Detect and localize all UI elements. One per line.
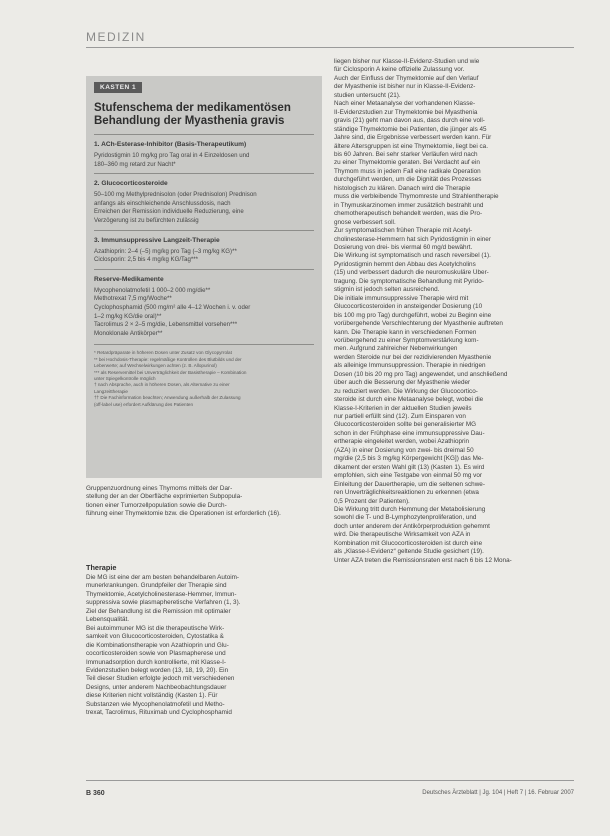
text-line: in Thymuskarzinomen immer zusätzlich bestrahlt und (334, 201, 484, 209)
text-line: (15) und verbessert dadurch die neuromuskuläre Über- (334, 269, 489, 277)
text-line: ständige Thymektomie bei Patienten, die jünger als 45 (334, 125, 487, 133)
left-column-therapy (86, 563, 322, 718)
text-line: studien untersucht (21). (334, 91, 401, 99)
text-line: tragung. Die symptomatische Behandlung mit Pyrido- (334, 277, 484, 285)
text-line: schon in der Frühphase eine immunsuppressive Dau- (334, 429, 485, 437)
box-section-line: Azathioprin: 2–4 (–5) mg/kg pro Tag (–3 mg/kg KG)** (94, 247, 237, 255)
box-section-line: Monoklonale Antikörper** (94, 329, 163, 337)
box-section-line: Mycophenolatmofetil 1 000–2 000 mg/die** (94, 286, 211, 294)
text-line: zu reduziert werden. Die Wirkung der Glucocortico- (334, 387, 478, 395)
box-section-line: Pyridostigmin 10 mg/kg pro Tag oral in 4 Einzeldosen und (94, 152, 250, 159)
text-line: (AZA) in einer Dosierung von zwei- bis dreimal 50 (334, 446, 474, 454)
text-line: empfohlen, sich eine Testgabe von einmal 50 mg vor (334, 472, 482, 480)
footer-rule (86, 780, 574, 781)
text-line: Kombination mit Glucocorticosteroiden ist durch eine (334, 539, 483, 547)
box-section-line: Methotrexat 7,5 mg/Woche** (94, 295, 172, 303)
box-section-line: Erreichen der Remission individuelle Reduzierung, eine (94, 208, 244, 216)
paragraph (334, 295, 578, 506)
text-line: Zur symptomatischen frühen Therapie mit Acetyl- (334, 227, 473, 235)
text-line: histologisch zu klären. Danach wird die Therapie (334, 184, 471, 192)
text-line: Auch der Einfluss der Thymektomie auf den Verlauf (334, 74, 479, 82)
text-line: Bei autoimmuner MG ist die therapeutische Wirk- (86, 624, 225, 632)
page-number: B 360 (86, 790, 105, 797)
text-line: vorübergehende Verschlechterung der Myasthenie auftreten (334, 320, 503, 328)
text-line: Glucocorticosteroiden sollte bei generalisierter MG (334, 421, 477, 429)
right-column (334, 58, 578, 565)
text-line: Klasse-I-Kriterien in der aktuellen Studien jeweils (334, 404, 472, 412)
text-line: Gruppenzuordnung eines Thymoms mittels der Dar- (86, 485, 233, 492)
text-line: stellung der an der Oberfläche exprimierten Subpopula- (86, 493, 243, 501)
text-line: vorübergehend zu einer Symptomverstärkung kom- (334, 336, 479, 344)
box-section-heading: 1. ACh-Esterase-Inhibitor (Basis-Therapeutikum) (94, 141, 247, 148)
text-line: stigmin ist jedoch selten ausreichend. (334, 286, 440, 294)
text-line: chemotherapeutisch behandelt werden, was die Pro- (334, 210, 483, 218)
text-line: doch unter anderem der Antikörperproduktion gehemmt (334, 522, 490, 530)
paragraph (334, 58, 578, 100)
box-footnote: † nach Absprache, auch in höheren Dosen, als Alternative zu einer (94, 382, 230, 388)
header-rule (86, 47, 574, 48)
info-box-treatment-scheme (86, 76, 322, 478)
text-line: Die Wirkung tritt durch Hemmung der Metabolisierung (334, 506, 486, 514)
box-section-line: Cyclophosphamid (500 mg/m² alle 4–12 Wochen i. v. oder (94, 303, 251, 311)
text-line: Lebensqualität. (86, 616, 130, 624)
text-line: Substanzen wie Mycophenolatmofetil und Metho- (86, 700, 225, 708)
text-line: als „Klasse-I-Evidenz“ geltende Studie gesichert (19). (334, 548, 484, 556)
box-section-line: 50–100 mg Methylprednisolon (oder Prednisolon) Prednison (94, 191, 257, 199)
text-line: Thymektomie, Acetylcholinesterase-Hemmer, Immun- (86, 590, 237, 598)
text-line: gravis (21) geht man davon aus, dass durch eine voll- (334, 117, 485, 125)
box-footnote: †† Die Fachinformation beachten; Anwendung außerhalb der Zulassung (94, 395, 241, 401)
box-title-line: Stufenschema der medikamentösen (94, 102, 291, 114)
box-divider (94, 173, 314, 174)
text-line: als alleinige Immunsuppression. Therapie in niedrigen (334, 362, 486, 370)
text-line: munerkrankungen. Grundpfeiler der Therapie sind (86, 582, 227, 590)
text-line: Dosen (10 bis 20 mg pro Tag) angewendet, und anschließend (334, 370, 508, 378)
text-line: bis 60 Jahren. Bei sehr starker Verläufen wird nach (334, 150, 478, 158)
text-line: trexat, Tacrolimus, Rituximab und Cyclophosphamid (86, 709, 232, 717)
box-footnote: unter Spiegelkontrolle möglich (94, 375, 156, 381)
box-section-line: 1–2 mg/kg KG/die oral)** (94, 312, 162, 320)
text-line: II-Evidenzstudien zur Thymektomie bei Myasthenia (334, 108, 478, 116)
text-line: 0,5 Prozent der Patienten). (334, 497, 410, 505)
box-section-heading: 3. Immunsuppressive Langzeit-Therapie (94, 236, 220, 244)
text-line: die Kombinationstherapie von Azathioprin und Glu- (86, 641, 229, 649)
text-line: kann. Die Therapie kann in verschiedenen Formen (334, 328, 477, 336)
text-line: dikament der ersten Wahl gilt (13) (Kasten 1). Es wird (334, 463, 485, 471)
text-line: über auch die Besserung der Myasthenie wieder (334, 379, 471, 387)
text-line: Nach einer Metaanalyse der vorhandenen Klasse- (334, 100, 476, 108)
box-title (94, 102, 314, 128)
text-line: Thymom muss in jedem Fall eine radikale Operation (334, 167, 481, 175)
box-section-heading: Reserve-Medikamente (94, 275, 164, 283)
text-line: Glucocorticosteroiden in ansteigender Dosierung (10 (334, 303, 483, 311)
box-footnotes (94, 344, 314, 408)
text-line: Designs, unter anderem Nachbeobachtungsdauer (86, 683, 227, 691)
text-line: diese Kriterien nicht vollständig (Kasten 1). Für (86, 692, 218, 700)
text-line: liegen bisher nur Klasse-II-Evidenz-Studien und wie (334, 58, 480, 65)
text-line: Dosierung von drei- bis viermal 60 mg/d bewährt. (334, 243, 473, 251)
text-line: Die Wirkung ist symptomatisch und rasch reversibel (1). (334, 252, 491, 260)
text-line: wird. Die therapeutische Wirksamkeit von AZA in (334, 531, 471, 539)
box-footnote: Langzeittherapie (94, 388, 128, 394)
text-line: werden Steroide nur bei der rezidivierenden Myasthenie (334, 353, 492, 361)
text-line: durchgeführt werden, um die Dignität des Prozesses (334, 176, 482, 184)
text-line: führung einer Thymektomie bzw. die Operationen ist erforderlich (16). (86, 510, 281, 518)
section-label: MEDIZIN (86, 30, 146, 44)
text-line: mg/die (2,5 bis 3 mg/kg Körpergewicht [KG]) das Me- (334, 455, 484, 463)
box-section-line: Tacrolimus 2 × 2–5 mg/die, Lebensmittel vorsehen*** (94, 321, 238, 329)
box-section-heading: 2. Glucocorticosteroide (94, 180, 168, 188)
text-line: für Ciclosporin A keine offizielle Zulassung vor. (334, 66, 465, 74)
text-line: nur partiell erfüllt sind (12). Zum Einsparen von (334, 413, 466, 421)
paragraph (334, 506, 578, 565)
text-line: steroide ist durch eine Metaanalyse belegt, wobei die (334, 396, 484, 404)
text-line: muss die verbleibende Thymomreste und Strahlentherapie (334, 193, 499, 201)
text-line: Einleitung der Dauertherapie, um die seltenen schwe- (334, 480, 485, 488)
section-heading-therapy: Therapie (86, 563, 117, 572)
paragraph (334, 227, 578, 295)
text-line: ertherapie eingeleitet werden, wobei Azathioprin (334, 438, 470, 446)
box-footnote: * Retardpräparate in höheren Dosen unter Zusatz von Glycopyrrolat (94, 350, 232, 356)
text-line: bis 100 mg pro Tag) durchgeführt, wobei zu Beginn eine (334, 311, 492, 319)
box-footnote: ** bei Hochdosis-Therapie: regelmäßige Kontrollen des Blutbilds und der (94, 356, 242, 362)
box-section-line: Verzögerung ist zu befürchten zulässig (94, 216, 199, 224)
text-line: Unter AZA treten die Remissionsraten erst nach 6 bis 12 Mona- (334, 556, 512, 564)
text-line: Immunadsorption durch kontrollierte, mit Klasse-I- (86, 658, 226, 666)
box-footnote: *** als Reservemittel bei Unverträglichkeit der Basistherapie – Kombination (94, 369, 247, 375)
text-line: Die initiale immunsuppressive Therapie wird mit (334, 294, 469, 302)
text-line: suppressiva sowie plasmapheretische Verfahren (1, 3). (86, 599, 241, 607)
text-line: Die MG ist eine der am besten behandelbaren Autoim- (86, 574, 240, 581)
text-line: Evidenzstudien belegt worden (13, 18, 19, 20). Ein (86, 666, 229, 674)
box-section-line: 180–360 mg retard zur Nacht* (94, 160, 176, 168)
text-line: ältere Altersgruppen ist eine Thymektomie, liegt bei ca. (334, 142, 488, 150)
box-divider (94, 134, 314, 135)
box-footnote: (off-label use) erfordert Aufklärung des Patienten (94, 401, 193, 407)
text-line: cholinesterase-Hemmern hat sich Pyridostigmin in einer (334, 235, 491, 243)
journal-citation: Deutsches Ärzteblatt | Jg. 104 | Heft 7 | 16. Februar 2007 (422, 790, 574, 796)
text-line: Jahre sind, die Ergebnisse verbessert werden kann. Für (334, 134, 492, 142)
box-section-line: anfangs als einschleichende Anschlussdosis, nach (94, 199, 231, 207)
box-divider (94, 230, 314, 231)
text-line: tionen einer Tumorzellpopulation sowie die Durch- (86, 501, 227, 509)
box-title-line: Behandlung der Myasthenia gravis (94, 115, 285, 127)
text-line: Pyridostigmin hemmt den Abbau des Acetylcholins (334, 260, 476, 268)
left-column-intro (86, 485, 322, 519)
text-line: sowohl die T- und B-Lymphozytenproliferation, und (334, 514, 477, 522)
text-line: samkeit von Glucocorticosteroiden, Cytostatika & (86, 633, 224, 641)
text-line: zu einer Thymektomie geraten. Bei Verdacht auf ein (334, 159, 480, 167)
box-section-line: Ciclosporin: 2,5 bis 4 mg/kg KG/Tag*** (94, 256, 198, 264)
paragraph (334, 100, 578, 227)
text-line: ren Unverträglichkeitsreaktionen zu erkennen (etwa (334, 489, 479, 497)
box-tag: KASTEN 1 (94, 82, 142, 93)
text-line: der Myasthenie ist bisher nur in Klasse-II-Evidenz- (334, 83, 476, 91)
text-line: men. Aufgrund zahlreicher Nebenwirkungen (334, 345, 458, 353)
text-line: gnose verbessert soll. (334, 218, 396, 226)
text-line: Teil dieser Studien erfolgte jedoch mit verschiedenen (86, 675, 235, 683)
text-line: cocorticosteroiden sowie von Plasmapherese und (86, 650, 226, 658)
box-footnote: Leberwerte; auf Wechselwirkungen achten (z. B. Allopurinol) (94, 363, 217, 369)
box-divider (94, 269, 314, 270)
text-line: Ziel der Behandlung ist die Remission mit optimaler (86, 607, 231, 615)
